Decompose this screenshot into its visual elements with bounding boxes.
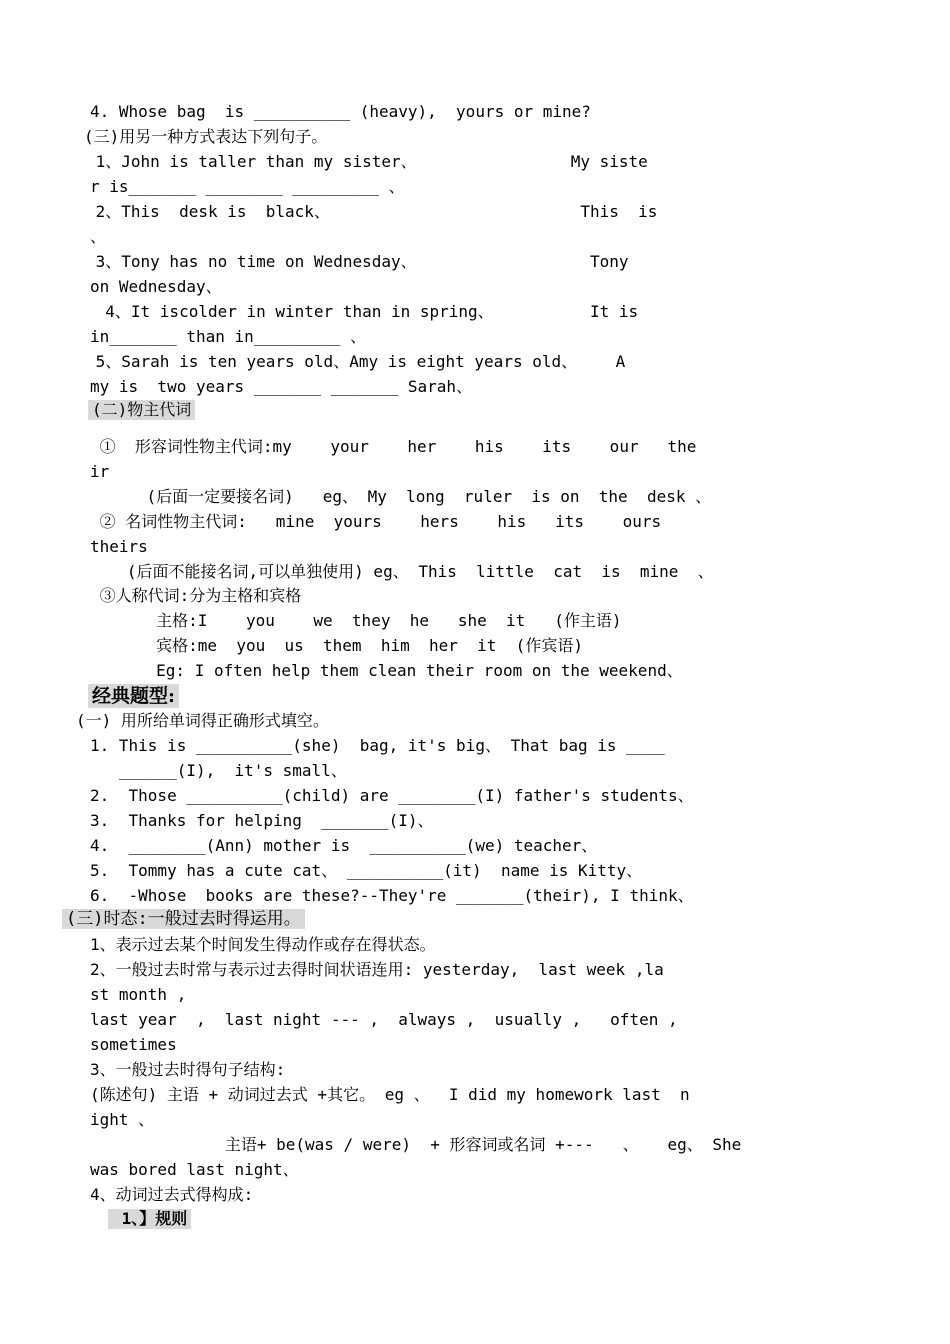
regular-verbs-heading: 1、】规则 bbox=[108, 1209, 191, 1229]
sentence-structure-line-1: (陈述句) 主语 + 动词过去式 +其它。 eg 、 I did my homework last n bbox=[90, 1085, 690, 1104]
fill-blank-1-line-2: ______(I), it's small、 bbox=[90, 761, 347, 780]
exercise-4-heavy: 4. Whose bag is __________ (heavy), yours or mine? bbox=[90, 102, 591, 121]
rewrite-2-line-2: 、 bbox=[90, 227, 107, 246]
sentence-structure-line-4: was bored last night、 bbox=[90, 1160, 299, 1179]
fill-blank-6: 6. -Whose books are these?--They're _______(their), I think、 bbox=[90, 886, 694, 905]
rewrite-2-line-1: 2、This desk is black、 This is bbox=[86, 202, 658, 221]
past-tense-rule-2-line-2: st month , bbox=[90, 985, 187, 1004]
rewrite-5-line-1: 5、Sarah is ten years old、Amy is eight years old、 A bbox=[86, 352, 626, 371]
noun-possessives-line-2: theirs bbox=[90, 537, 148, 556]
adjective-possessives-line-2: ir bbox=[90, 462, 110, 481]
rewrite-1-line-2: r is_______ ________ _________ 、 bbox=[90, 177, 405, 196]
rewrite-3-line-1: 3、Tony has no time on Wednesday、 Tony bbox=[86, 252, 629, 271]
object-pronouns: 宾格:me you us them him her it (作宾语) bbox=[108, 636, 583, 655]
adjective-possessives-line-1: ① 形容词性物主代词:my your her his its our the bbox=[90, 437, 697, 456]
pronoun-example: Eg: I often help them clean their room on the weekend、 bbox=[108, 661, 683, 680]
fill-blank-1-line-1: 1. This is __________(she) bag, it's big、 That bag is ____ bbox=[90, 736, 665, 755]
rewrite-5-line-2: my is two years _______ _______ Sarah、 bbox=[90, 377, 473, 396]
section-heading-rewrite: (三)用另一种方式表达下列句子。 bbox=[84, 127, 328, 146]
rewrite-4-line-1: 4、It iscolder in winter than in spring、 It is bbox=[86, 302, 639, 321]
rewrite-3-line-2: on Wednesday、 bbox=[90, 277, 222, 296]
fill-blank-4: 4. ________(Ann) mother is __________(we) teacher、 bbox=[90, 836, 598, 855]
past-tense-rule-2-line-1: 2、一般过去时常与表示过去得时间状语连用: yesterday, last week ,la bbox=[90, 960, 664, 979]
fill-blank-instructions: (一) 用所给单词得正确形式填空。 bbox=[76, 711, 329, 730]
subject-pronouns: 主格:I you we they he she it (作主语) bbox=[108, 611, 622, 630]
noun-possessives-line-1: ② 名词性物主代词: mine yours hers his its ours bbox=[90, 512, 662, 531]
past-tense-rule-4: 4、动词过去式得构成: bbox=[90, 1185, 254, 1204]
section-heading-past-tense: (三)时态:一般过去时得运用。 bbox=[62, 909, 305, 929]
rewrite-1-line-1: 1、John is taller than my sister、 My siste bbox=[86, 152, 648, 171]
past-tense-rule-2-line-3: last year , last night --- , always , usually , often , bbox=[90, 1010, 678, 1029]
fill-blank-5: 5. Tommy has a cute cat、 __________(it) name is Kitty、 bbox=[90, 861, 643, 880]
section-heading-classic-questions: 经典题型: bbox=[88, 684, 179, 708]
past-tense-rule-3: 3、一般过去时得句子结构: bbox=[90, 1060, 286, 1079]
fill-blank-2: 2. Those __________(child) are ________(I) father's students、 bbox=[90, 786, 694, 805]
rewrite-4-line-2: in_______ than in_________ 、 bbox=[90, 327, 367, 346]
personal-pronouns-heading: ③人称代词:分为主格和宾格 bbox=[90, 586, 302, 605]
past-tense-rule-2-line-4: sometimes bbox=[90, 1035, 177, 1054]
adjective-possessives-note: (后面一定要接名词) eg、 My long ruler is on the desk 、 bbox=[108, 487, 712, 506]
fill-blank-3: 3. Thanks for helping _______(I)、 bbox=[90, 811, 434, 830]
section-heading-possessive-pronouns: (二)物主代词 bbox=[88, 400, 195, 420]
noun-possessives-note: (后面不能接名词,可以单独使用) eg、 This little cat is mine 、 bbox=[98, 562, 714, 581]
past-tense-rule-1: 1、表示过去某个时间发生得动作或存在得状态。 bbox=[90, 935, 436, 954]
sentence-structure-line-3: 主语+ be(was / were) + 形容词或名词 +--- 、 eg、 She bbox=[90, 1135, 742, 1154]
sentence-structure-line-2: ight 、 bbox=[90, 1110, 155, 1129]
